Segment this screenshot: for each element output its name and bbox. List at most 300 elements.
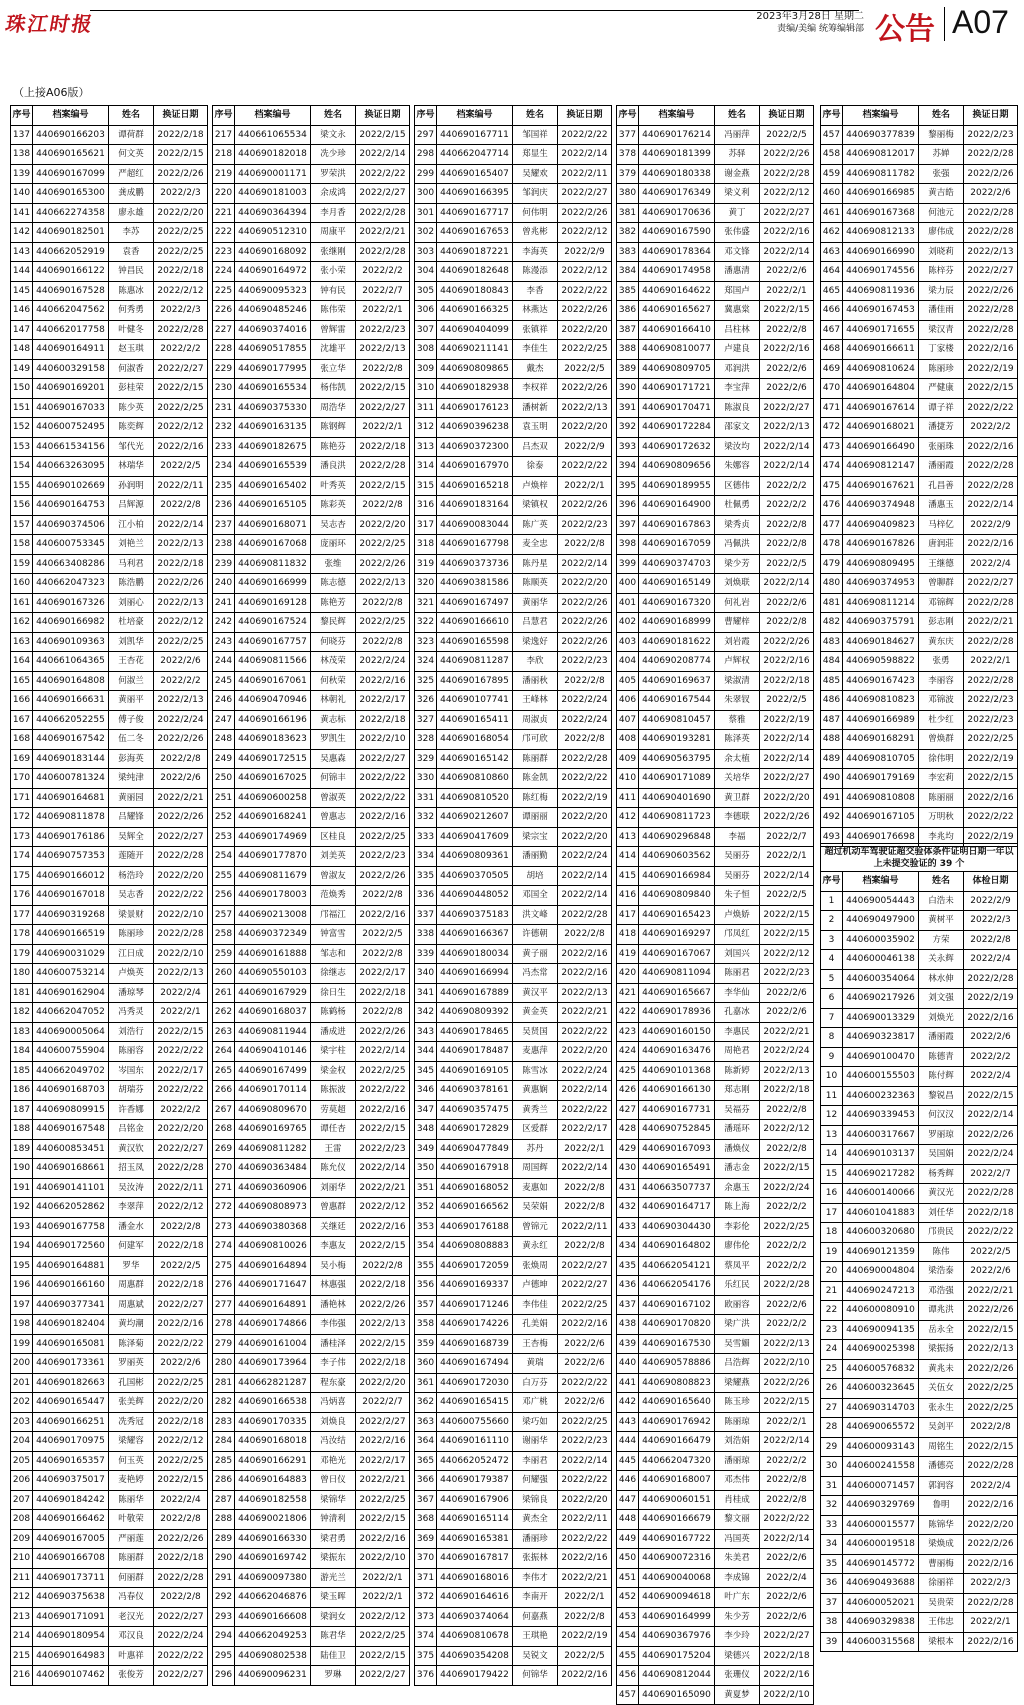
table-row [11,1412,208,1432]
table-row [415,1159,612,1179]
file-number: 440690167621 [843,476,919,496]
table-row [821,1145,1018,1165]
table-row [213,574,410,594]
row-number: 410 [617,769,639,789]
file-number: 440690810077 [639,340,715,360]
row-number: 181 [11,983,33,1003]
file-number: 440690167025 [235,769,311,789]
row-number: 320 [415,574,437,594]
file-number: 440690811282 [235,1139,311,1159]
file-number: 440690107741 [437,691,513,711]
date-cell: 2022/2/8 [356,1003,410,1023]
row-number: 445 [617,1451,639,1471]
table-row [11,905,208,925]
date-cell: 2022/2/13 [964,1340,1018,1360]
row-number: 398 [617,535,639,555]
person-name: 卢焕娇 [715,905,760,925]
person-name: 梁振扬 [919,1340,964,1360]
row-number: 340 [415,964,437,984]
person-name: 唐润莊 [919,535,964,555]
row-number: 30 [821,1457,843,1477]
row-number: 352 [415,1198,437,1218]
table-row [821,652,1018,672]
date-cell: 2022/2/26 [558,632,612,652]
person-name: 张珊仪 [715,1666,760,1686]
date-cell: 2022/2/14 [760,437,814,457]
person-name: 邓浩强 [919,1281,964,1301]
file-number: 440690374948 [843,496,919,516]
date-cell: 2022/2/28 [964,223,1018,243]
row-number: 178 [11,925,33,945]
table-row [11,964,208,984]
person-name: 陈艳芬 [311,437,356,457]
person-name: 曾焕群 [919,730,964,750]
file-number: 440690178487 [437,1042,513,1062]
date-cell: 2022/2/23 [356,320,410,340]
issue-date: 2023年3月28日 星期二 [756,11,864,22]
file-number: 440690101368 [639,1061,715,1081]
person-name: 张美辉 [109,1393,154,1413]
date-cell: 2022/2/7 [760,827,814,847]
table-row [821,1125,1018,1145]
table-row [213,476,410,496]
person-name: 孔昌善 [919,476,964,496]
file-number: 440662047323 [33,574,109,594]
person-name: 冀惠棠 [715,301,760,321]
person-name: 邝福江 [311,905,356,925]
row-number: 477 [821,515,843,535]
table-row [821,437,1018,457]
person-name: 梁金权 [311,1061,356,1081]
date-cell: 2022/2/20 [558,418,612,438]
table-row [821,262,1018,282]
row-number: 252 [213,808,235,828]
file-number: 440600315568 [843,1632,919,1652]
file-number: 440690811214 [843,593,919,613]
person-name: 吴荣娟 [513,1198,558,1218]
person-name: 陈鹤杨 [311,1003,356,1023]
person-name: 何秀勇 [109,301,154,321]
person-name: 杨秀辉 [919,1164,964,1184]
date-cell: 2022/2/6 [964,184,1018,204]
file-number: 440690550103 [235,964,311,984]
date-cell: 2022/2/21 [356,1471,410,1491]
file-number: 440690810520 [437,788,513,808]
file-number: 440690094135 [843,1320,919,1340]
row-number: 215 [11,1646,33,1666]
person-name: 梁景财 [109,905,154,925]
row-number: 280 [213,1354,235,1374]
person-name: 吕浩辉 [715,1354,760,1374]
file-number: 440690167717 [437,203,513,223]
table-row [213,808,410,828]
file-number: 440690380368 [235,1217,311,1237]
table-row [213,1354,410,1374]
table-row [617,632,814,652]
table-row [11,1549,208,1569]
row-number: 486 [821,691,843,711]
row-number: 196 [11,1276,33,1296]
file-number: 440662054176 [639,1276,715,1296]
column-header: 档案编号 [843,106,919,126]
date-cell: 2022/2/16 [356,905,410,925]
file-number: 440690182648 [437,262,513,282]
date-cell: 2022/2/8 [760,613,814,633]
table-column-5 [820,105,1018,847]
person-name: 吴耀欢 [513,164,558,184]
date-cell: 2022/2/16 [356,1432,410,1452]
person-name: 朱翠钗 [715,691,760,711]
person-name: 黄汉平 [513,983,558,1003]
table-row [617,1100,814,1120]
person-name: 梁浩泰 [919,1262,964,1282]
table-row [415,1471,612,1491]
date-cell: 2022/2/12 [760,184,814,204]
table-row [821,301,1018,321]
person-name: 陈彩英 [311,496,356,516]
row-number: 291 [213,1568,235,1588]
table-row [213,652,410,672]
row-number: 269 [213,1139,235,1159]
table-row [617,1256,814,1276]
file-number: 440690177870 [235,847,311,867]
date-cell: 2022/2/1 [154,1003,208,1023]
date-cell: 2022/2/28 [964,301,1018,321]
file-number: 440600752495 [33,418,109,438]
date-cell: 2022/2/24 [760,1178,814,1198]
file-number: 440690065572 [843,1418,919,1438]
date-cell: 2022/2/16 [154,1315,208,1335]
row-number: 459 [821,164,843,184]
table-row [617,145,814,165]
person-name: 陆佳卫 [311,1646,356,1666]
row-number: 346 [415,1081,437,1101]
date-cell: 2022/2/8 [154,749,208,769]
file-number: 440690182675 [235,437,311,457]
date-cell: 2022/2/19 [760,710,814,730]
table-row [415,1042,612,1062]
table-row [415,1607,612,1627]
date-cell: 2022/2/14 [558,145,612,165]
row-number: 241 [213,593,235,613]
file-number: 440690314703 [843,1398,919,1418]
table-row [213,125,410,145]
date-cell: 2022/2/27 [356,184,410,204]
date-cell: 2022/2/23 [964,710,1018,730]
file-number: 440690372349 [235,925,311,945]
person-name: 朱少芳 [715,1607,760,1627]
row-number: 294 [213,1627,235,1647]
table-row [821,457,1018,477]
date-cell: 2022/2/26 [558,203,612,223]
table-row [213,457,410,477]
file-number: 440690374064 [437,1607,513,1627]
column-header: 姓名 [919,106,964,126]
file-number: 440690169742 [235,1549,311,1569]
date-cell: 2022/2/13 [154,593,208,613]
date-cell: 2022/2/27 [154,359,208,379]
person-name: 梁锦良 [513,1490,558,1510]
person-name: 叶健冬 [109,320,154,340]
date-cell: 2022/2/20 [964,1515,1018,1535]
person-name: 吕耀锋 [109,808,154,828]
table-row [821,554,1018,574]
file-number: 440690169128 [235,593,311,613]
date-cell: 2022/2/5 [964,1242,1018,1262]
table-row [415,1022,612,1042]
masthead [0,0,1024,52]
person-name: 陈振波 [311,1081,356,1101]
person-name: 钟清利 [311,1510,356,1530]
date-cell: 2022/2/8 [760,1490,814,1510]
date-cell: 2022/2/28 [154,1568,208,1588]
row-number: 388 [617,340,639,360]
person-name: 陈惠冰 [109,281,154,301]
person-name: 曾辉雷 [311,320,356,340]
table-row [415,320,612,340]
table-row [821,1242,1018,1262]
file-number: 440690164883 [235,1471,311,1491]
table-row [617,1646,814,1666]
date-cell: 2022/2/18 [356,437,410,457]
table-row [415,281,612,301]
person-name: 钟富雪 [311,925,356,945]
table-row [11,437,208,457]
person-name: 张永生 [919,1398,964,1418]
row-number: 29 [821,1437,843,1457]
row-number: 338 [415,925,437,945]
date-cell: 2022/2/27 [760,398,814,418]
file-number: 440690167889 [437,983,513,1003]
row-number: 172 [11,808,33,828]
table-row [11,1393,208,1413]
row-number: 192 [11,1198,33,1218]
row-number: 399 [617,554,639,574]
date-cell: 2022/2/15 [964,769,1018,789]
date-cell: 2022/2/28 [760,1276,814,1296]
table-row [415,944,612,964]
person-name: 张强 [919,164,964,184]
file-number: 440690375330 [235,398,311,418]
date-cell: 2022/2/6 [760,262,814,282]
table-row [213,1627,410,1647]
table-row [213,437,410,457]
date-cell: 2022/2/12 [558,223,612,243]
file-number: 440690167758 [33,1217,109,1237]
person-name: 何耀强 [513,1471,558,1491]
row-number: 7 [821,1008,843,1028]
date-cell: 2022/2/7 [964,1164,1018,1184]
date-cell: 2022/2/27 [964,262,1018,282]
file-number: 440690364394 [235,203,311,223]
table-row [821,242,1018,262]
person-name: 潘良洪 [311,457,356,477]
date-cell: 2022/2/4 [154,1490,208,1510]
table-row [415,866,612,886]
date-cell: 2022/2/13 [964,242,1018,262]
date-cell: 2022/2/8 [760,1100,814,1120]
person-name: 黎丽梅 [919,125,964,145]
table-row [415,1276,612,1296]
date-cell: 2022/2/2 [154,671,208,691]
person-name: 李丽君 [513,1451,558,1471]
row-number: 179 [11,944,33,964]
table-row [415,1627,612,1647]
date-cell: 2022/2/6 [154,652,208,672]
row-number: 258 [213,925,235,945]
file-number: 440690175204 [639,1646,715,1666]
table-row [415,379,612,399]
person-name: 陈新婷 [715,1061,760,1081]
table-row [821,145,1018,165]
date-cell: 2022/2/21 [356,223,410,243]
column-header: 序号 [213,106,235,126]
person-name: 邓杰伟 [715,1471,760,1491]
table-row [11,1276,208,1296]
person-name: 罗琳 [311,1666,356,1686]
person-name: 梁耀容 [109,1432,154,1452]
date-cell: 2022/2/18 [154,1412,208,1432]
table-row [11,1217,208,1237]
file-number: 440600320680 [843,1223,919,1243]
person-name: 徐伟明 [919,749,964,769]
date-cell: 2022/2/15 [760,1393,814,1413]
person-name: 陈丽珍 [919,359,964,379]
date-cell: 2022/2/26 [964,164,1018,184]
table-row [11,359,208,379]
date-cell: 2022/2/8 [154,496,208,516]
file-number: 440690178465 [437,1022,513,1042]
file-number: 440690161004 [235,1334,311,1354]
table-row [11,1666,208,1686]
date-cell: 2022/2/3 [154,301,208,321]
file-number: 440690166251 [33,1412,109,1432]
file-number: 440690141101 [33,1178,109,1198]
date-cell: 2022/2/25 [964,1379,1018,1399]
person-name: 谭子祥 [919,398,964,418]
date-cell: 2022/2/28 [154,1159,208,1179]
date-cell: 2022/2/22 [558,457,612,477]
person-name: 何汉汉 [919,1106,964,1126]
table-row [617,827,814,847]
row-number: 369 [415,1529,437,1549]
table-row [415,1393,612,1413]
person-name: 黄丁 [715,203,760,223]
person-name: 黄夏梦 [715,1685,760,1705]
date-cell: 2022/2/15 [964,379,1018,399]
row-number: 490 [821,769,843,789]
file-number: 440690165415 [437,1393,513,1413]
row-number: 23 [821,1320,843,1340]
person-name: 余成鸿 [311,184,356,204]
table-row [821,632,1018,652]
file-number: 440690164999 [639,1607,715,1627]
date-cell: 2022/2/22 [558,1022,612,1042]
date-cell: 2022/2/2 [760,1198,814,1218]
date-cell: 2022/2/1 [356,1568,410,1588]
file-number: 440690021806 [235,1510,311,1530]
file-number: 440690167067 [639,944,715,964]
column-header: 序号 [415,106,437,126]
date-cell: 2022/2/20 [154,866,208,886]
row-number: 212 [11,1588,33,1608]
date-cell: 2022/2/8 [558,1607,612,1627]
row-number: 430 [617,1159,639,1179]
file-number: 440690165142 [437,749,513,769]
person-name: 陈志德 [311,574,356,594]
date-cell: 2022/2/16 [558,1666,612,1686]
table-row [213,847,410,867]
row-number: 337 [415,905,437,925]
date-cell: 2022/2/6 [760,1549,814,1569]
file-number: 440690811094 [639,964,715,984]
row-number: 412 [617,808,639,828]
table-row [821,164,1018,184]
date-cell: 2022/2/15 [356,379,410,399]
file-number: 440690164891 [235,1295,311,1315]
file-number: 440690374703 [639,554,715,574]
file-number: 440690005064 [33,1022,109,1042]
table-row [11,379,208,399]
person-name: 郑显生 [513,145,558,165]
row-number: 299 [415,164,437,184]
table-row [821,574,1018,594]
person-name: 戴杰 [513,359,558,379]
file-number: 440690211141 [437,340,513,360]
person-name: 苏驿 [715,145,760,165]
table-row [11,223,208,243]
person-name: 张焕周 [513,1256,558,1276]
date-cell: 2022/2/15 [964,1437,1018,1457]
row-number: 322 [415,613,437,633]
date-cell: 2022/2/26 [964,281,1018,301]
date-cell: 2022/2/14 [356,1159,410,1179]
person-name: 吕柱林 [715,320,760,340]
date-cell: 2022/2/6 [760,359,814,379]
file-number: 440600071457 [843,1476,919,1496]
file-number: 440690810860 [437,769,513,789]
date-cell: 2022/2/22 [964,808,1018,828]
date-cell: 2022/2/16 [964,1496,1018,1516]
row-number: 228 [213,340,235,360]
date-cell: 2022/2/15 [356,1510,410,1530]
person-name: 谢丽华 [513,1432,558,1452]
table-row [415,1178,612,1198]
table-row [415,496,612,516]
table-row [821,1574,1018,1594]
date-cell: 2022/2/9 [558,437,612,457]
table-row [821,1184,1018,1204]
file-number: 440690025398 [843,1340,919,1360]
date-cell: 2022/2/15 [356,1237,410,1257]
file-number: 440601041883 [843,1203,919,1223]
row-number: 443 [617,1412,639,1432]
person-name: 陈允仪 [311,1159,356,1179]
table-row [821,1632,1018,1652]
table-row [11,749,208,769]
person-name: 朱娜容 [715,457,760,477]
file-number: 440690167061 [235,671,311,691]
person-name: 张小荣 [311,262,356,282]
row-number: 339 [415,944,437,964]
date-cell: 2022/2/8 [760,515,814,535]
table-row [821,1067,1018,1087]
file-number: 440690167895 [437,671,513,691]
file-number: 440600019518 [843,1535,919,1555]
date-cell: 2022/2/6 [558,1334,612,1354]
person-name: 徐泰 [513,457,558,477]
row-number: 405 [617,671,639,691]
